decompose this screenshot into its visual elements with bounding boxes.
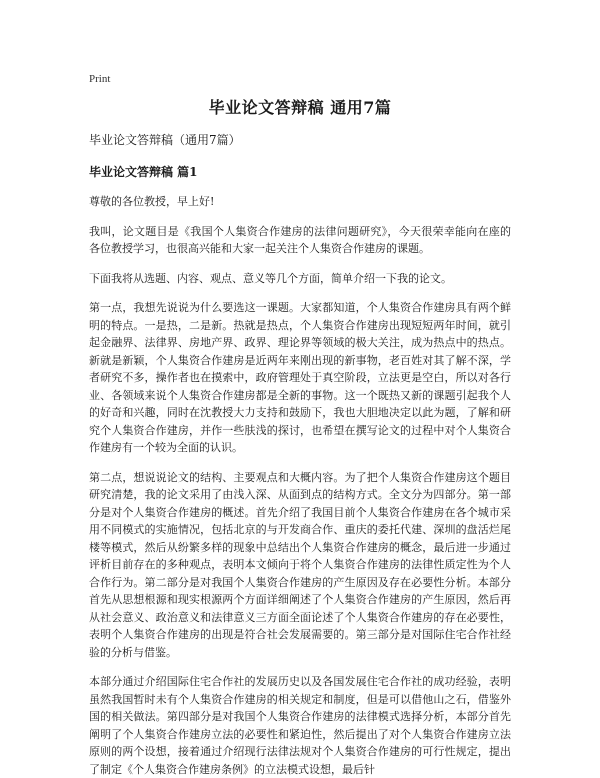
paragraph-structure: 第二点，想说说论文的结构、主要观点和大概内容。为了把个人集资合作建房这个题目研究清楚，我的论文采用了由浅入深、从面到点的结构方式。全文分为四部分。第一部分是对个人集资合作建房的概述。首先介绍了我国目前个人集资合作建房在各个城市采用不同模式的实施情况，包括北京的与开发商合作、重庆的委托代建、深圳的盘活烂尾楼等模式，然后从纷繁多样的现象中总结出个人集资合作建房的概念，最后进一步通过评析目前存在的多种观点，表明本文倾向于将个人集资合作建房的法律性质定性为个人合作行为。第二部分是对我国个人集资合作建房的产生原因及存在必要性分析。本部分首先从思想根源和现实根源两个方面详细阐述了个人集资合作建房的产生原因，然后再从社会意义、政治意义和法律意义三方面全面论述了个人集资合作建房的存在必要性，表明个人集资合作建房的出现是符合社会发展需要的。第三部分是对国际住宅合作社经验的分析与借鉴。 xyxy=(89,470,511,659)
paragraph-outline: 下面我将从选题、内容、观点、意义等几个方面，简单介绍一下我的论文。 xyxy=(89,271,452,285)
paragraph-topic-selection: 第一点，我想先说说为什么要选这一课题。大家都知道，个人集资合作建房具有两个鲜明的特点。一是热，二是新。热就是热点，个人集资合作建房出现短短两年时间，就引起金融界、法律界、房地产界、政界、理论界等领域的极大关注，成为热点中的热点。新就是新颖，个人集资合作建房是近两年来刚出现的新事物，老百姓对其了解不深，学者研究不多，操作者也在摸索中，政府管理处于真空阶段，立法更是空白，所以对各行业、各领域来说个人集资合作建房都是全新的事物。这一个既热又新的课题引起我个人的好奇和兴趣，同时在沈教授大力支持和鼓励下，我也大胆地决定以此为题，了解和研究个人集资合作建房，并作一些肤浅的探讨，也希望在撰写论文的过程中对个人集资合作建房有一个较为全面的认识。 xyxy=(89,301,511,454)
paragraph-greeting: 尊敬的各位教授，早上好! xyxy=(89,195,215,208)
section-heading: 毕业论文答辩稿 篇1 xyxy=(89,165,198,179)
paragraph-introduction: 我叫，论文题目是《我国个人集资合作建房的法律问题研究》，今天很荣幸能向在座的各位教授学习，也很高兴能和大家一起关注个人集资合作建房的课题。 xyxy=(89,224,511,255)
document-subtitle: 毕业论文答辩稿（通用7篇） xyxy=(89,133,241,147)
paragraph-continuation: 本部分通过介绍国际住宅合作社的发展历史以及各国发展住宅合作社的成功经验，表明虽然我国暂时未有个人集资合作建房的相关规定和制度，但是可以借他山之石，借鉴外国的相关做法。第四部分是对我国个人集资合作建房的法律模式选择分析，本部分首先阐明了个人集资合作建房立法的必要性和紧迫性，然后提出了对个人集资合作建房立法原则的两个设想，接着通过介绍现行法律法规对个人集资合作建房的可行性规定，提出了制定《个人集资合作建房条例》的立法模式设想，最后针 xyxy=(89,675,511,776)
document-title: 毕业论文答辩稿 通用7篇 xyxy=(208,98,392,117)
print-label: Print xyxy=(89,73,111,85)
